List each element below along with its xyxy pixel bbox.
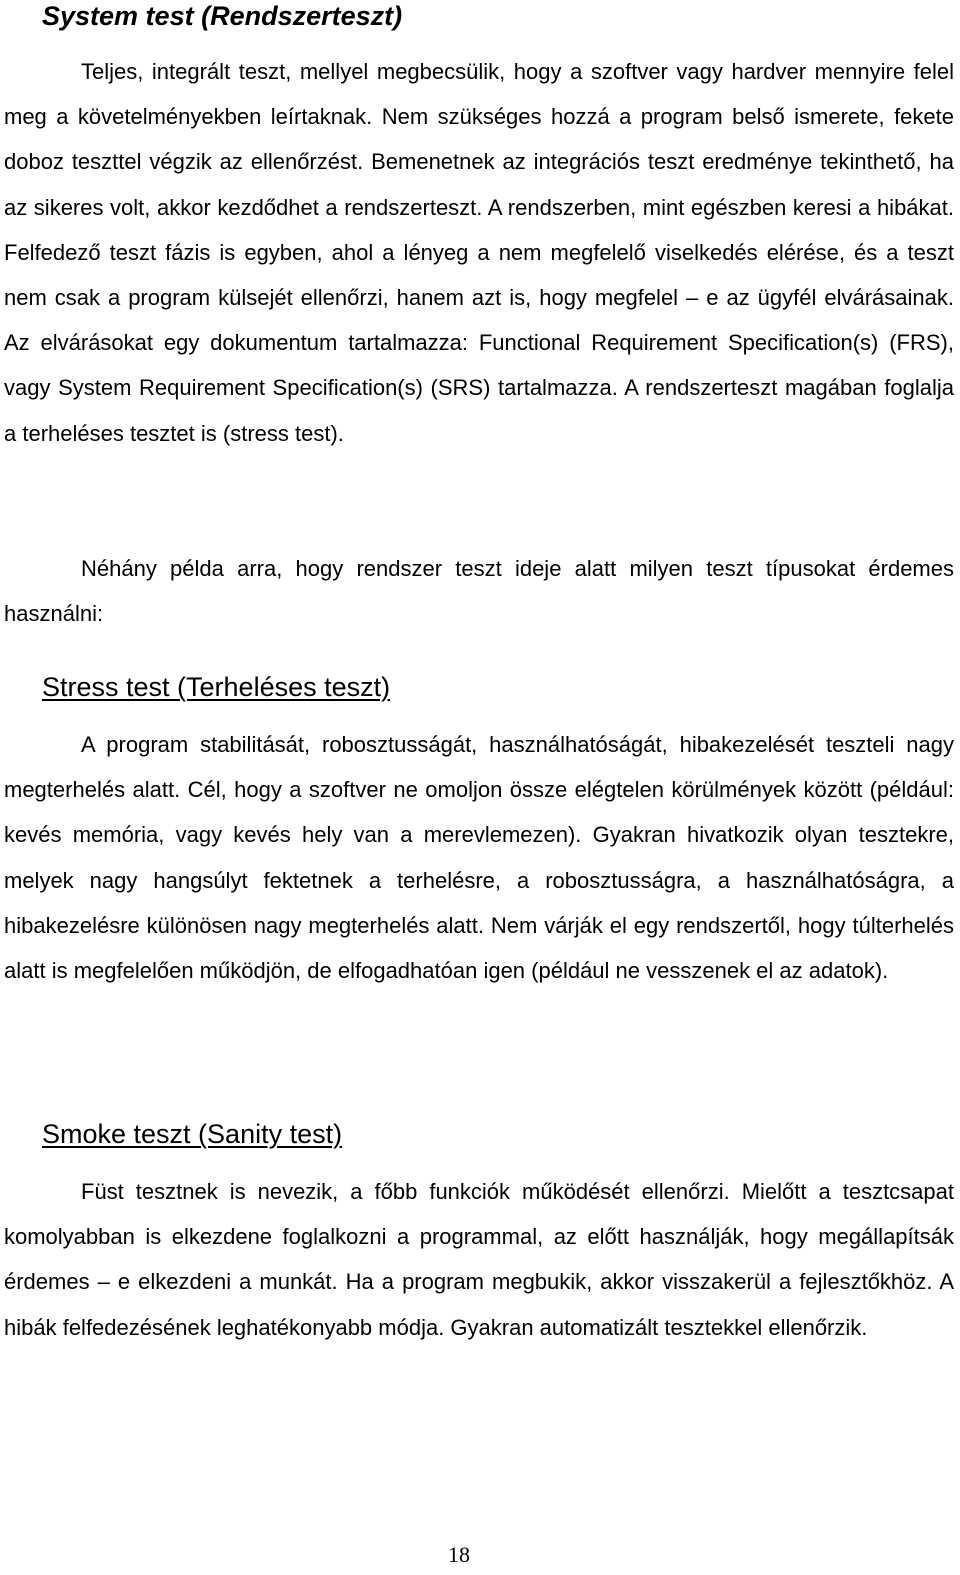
paragraph-smoke-test-description: Füst tesztnek is nevezik, a főbb funkciók működését ellenőrzi. Mielőtt a tesztcsapat komolyabban is elkezdene foglalkozni a programmal, az előtt használják, hogy megállapítsák érdemes – e elkezdeni a munkát. Ha a program megbukik, akkor visszakerül a fejlesztőkhöz. A hibák felfedezésének leghatékonyabb módja. Gyakran automatizált tesztekkel ellenőrzik. xyxy=(4,1179,954,1340)
page-number: 18 xyxy=(448,1542,470,1567)
section-title-stress-test: Stress test (Terheléses teszt) xyxy=(42,672,391,702)
paragraph-test-types-intro: Néhány példa arra, hogy rendszer teszt ideje alatt milyen teszt típusokat érdemes használni: xyxy=(4,556,954,627)
section-title-smoke-test: Smoke teszt (Sanity test) xyxy=(42,1119,343,1149)
paragraph-stress-test-description: A program stabilitását, robosztusságát, használhatóságát, hibakezelését teszteli nagy megterhelés alatt. Cél, hogy a szoftver ne omoljon össze elégtelen körülmények között (például: kevés memória, vagy kevés hely van a merevlemezen). Gyakran hivatkozik olyan tesztekre, melyek nagy hangsúlyt fektetnek a terhelésre, a robosztusságra, a használhatóságra, a hibakezelésre különösen nagy megterhelés alatt. Nem várják el egy rendszertől, hogy túlterhelés alatt is megfelelően működjön, de elfogadhatóan igen (például ne vesszenek el az adatok). xyxy=(4,732,954,984)
paragraph-system-test-description: Teljes, integrált teszt, mellyel megbecsülik, hogy a szoftver vagy hardver mennyire felel meg a követelményekben leírtaknak. Nem szükséges hozzá a program belső ismerete, fekete doboz teszttel végzik az ellenőrzést. Bemenetnek az integrációs teszt eredménye tekinthető, ha az sikeres volt, akkor kezdődhet a rendszerteszt. A rendszerben, mint egészben keresi a hibákat. Felfedező teszt fázis is egyben, ahol a lényeg a nem megfelelő viselkedés elérése, és a teszt nem csak a program külsejét ellenőrzi, hanem azt is, hogy megfelel – e az ügyfél elvárásainak. Az elvárásokat egy dokumentum tartalmazza: Functional Requirement Specification(s) (FRS), vagy System Requirement Specification(s) (SRS) tartalmazza. A rendszerteszt magában foglalja a terheléses tesztet is (stress test). xyxy=(4,59,954,446)
section-title-system-test: System test (Rendszerteszt) xyxy=(42,1,403,31)
